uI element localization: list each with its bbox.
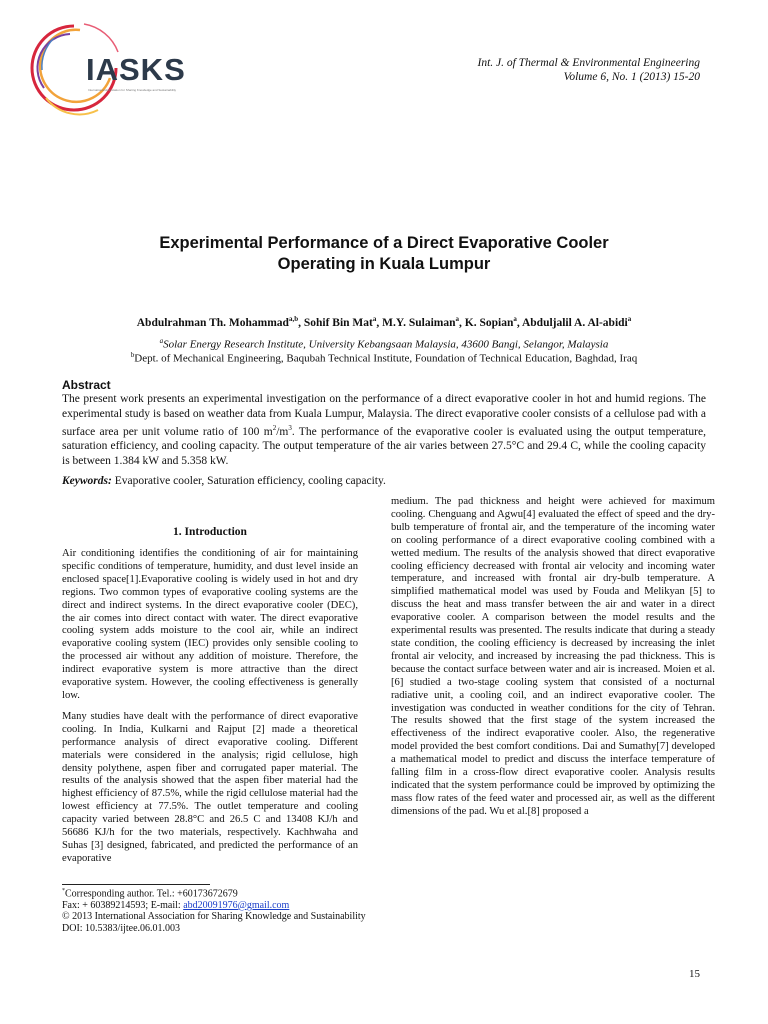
abstract-text: The present work presents an experimental investigation on the performance of a direct evaporative cooler in hot and humid regions. The experimental study is based on weather data from Kuala Lumpur, Malaysia. The direct evaporative cooler consists of a cellulose pad with a surface area per unit volume ratio of 100 m — [62, 393, 706, 438]
abstract-sup: 3 — [288, 424, 292, 432]
author-separator: , — [298, 316, 304, 329]
section-heading-introduction: 1. Introduction — [173, 526, 247, 538]
author-name: Sohif Bin Mat — [303, 316, 373, 329]
author-name: M.Y. Sulaiman — [382, 316, 456, 329]
footnote-contact — [62, 900, 366, 912]
affiliation-b — [0, 348, 768, 366]
footnote-fax: Fax: + 60389214593; E-mail: — [62, 899, 184, 911]
affil-text: Solar Energy Research Institute, University Kebangsaan Malaysia, 43600 Bangi, Selangor, Malaysia — [163, 338, 609, 351]
email-link[interactable]: abd20091976@gmail.com — [183, 899, 290, 911]
right-column-paragraph: medium. The pad thickness and height were achieved for maximum cooling. Chenguang and Agwu[4] evaluated the effect of speed and the dry-bulb temperature of frontal air, and the temperature of the incoming water on cooling performance of a direct evaporative cooling combined with a wetted medium. The results of the analysis showed that direct evaporative cooling efficiency decreased with frontal air velocity and incoming water temperature, and increased with frontal air dry-bulb temperature. A simplified mathematical model was used by Fouda and Melikyan [5] to discuss the heat and mass transfer between the air and water in a direct evaporative cooler. A comparison between the model results and the experimental results was presented. The results indicate that during a steady state condition, the cooling efficiency is decreased by increasing the inlet frontal air velocity, and increased by increasing the pad thickness. This is because the contact surface between water and air is increased. Moien et al.[6] studied a two-stage cooling system that consisted of a nocturnal radiative unit, a cooling coil, and an indirect evaporative cooler. The investigation was conducted in weather conditions for the city of Tehran. The results showed that the first stage of the system increased the effectiveness of the indirect evaporative cooler. Also, the regenerative model provided the best comfort conditions. Dai and Sumathy[7] developed a mathematical model to predict and discuss the interface temperature of falling film in a cross-flow direct evaporative cooler. Analysis results indicated that the system performance could be improved by optimizing the mass flow rates of the feed water and processed air, as well as the different dimensions of the pad. Wu et al.[8] proposed a — [391, 496, 715, 817]
keywords — [62, 475, 386, 487]
author-affil-mark: a — [455, 315, 460, 323]
abstract-text: /m — [276, 425, 289, 438]
author-affil-mark: a — [627, 315, 632, 323]
affil-text: Dept. of Mechanical Engineering, Baqubah Technical Institute, Foundation of Technical Education, Baghdad, Iraq — [134, 352, 638, 365]
title-line-1: Experimental Performance of a Direct Evaporative Cooler — [159, 234, 609, 252]
author-separator: , — [459, 316, 465, 329]
logo-subtext: International Association for Sharing Knowledge and Sustainability — [88, 88, 177, 92]
author-separator: , — [376, 316, 383, 329]
logo-text: IASKS — [86, 52, 186, 87]
keywords-text: Evaporative cooler, Saturation efficiency, cooling capacity. — [111, 475, 386, 487]
footnote-rule — [62, 884, 210, 885]
footnote-tel: Corresponding author. Tel.: +60173672679 — [65, 888, 238, 900]
journal-volume: Volume 6, No. 1 (2013) 15-20 — [563, 71, 700, 83]
title-line-2: Operating in Kuala Lumpur — [277, 255, 491, 273]
footnote-corresponding — [62, 886, 366, 900]
author-affil-mark: a — [513, 315, 517, 323]
author-separator: , — [516, 316, 522, 329]
footnote — [62, 886, 366, 934]
author-affil-mark: a,b — [288, 315, 299, 323]
footnote-marker: * — [62, 888, 65, 894]
abstract-body — [62, 392, 706, 468]
footnote-doi: DOI: 10.5383/ijtee.06.01.003 — [62, 922, 181, 934]
journal-name: Int. J. of Thermal & Environmental Engineering — [477, 57, 700, 69]
author-name: K. Sopian — [464, 316, 514, 329]
journal-header — [477, 56, 700, 84]
author-name: Abduljalil A. Al-abidi — [521, 316, 628, 329]
author-list — [0, 315, 768, 329]
iasks-logo — [24, 18, 186, 118]
footnote-copyright: © 2013 International Association for Sharing Knowledge and Sustainability — [62, 911, 366, 923]
author-name: Abdulrahman Th. Mohammad — [136, 316, 289, 329]
affil-mark: a — [159, 337, 164, 345]
affil-mark: b — [130, 351, 135, 359]
paper-title — [0, 233, 768, 275]
keywords-label: Keywords: — [62, 475, 112, 487]
abstract-text: . The performance of the evaporative cooler is evaluated using the output temperature, saturation efficiency, and cooling capacity. The output temperature of the air varies between 27.5°C and 29.4 C, while the cooling capacity is between 1.384 kW and 5.358 kW. — [62, 425, 706, 467]
right-column — [391, 496, 715, 827]
intro-paragraph-2: Many studies have dealt with the performance of direct evaporative cooling. In India, Kulkarni and Rajput [2] made a theoretical performance analysis of direct evaporative cooling. Different materials were considered in the analysis; rigid cellulose, high density polythene, aspen fiber and corrugated paper material. The results of the analysis showed that the aspen fiber material had the highest efficiency of 87.5%, while the rigid cellulose material had the lowest efficiency at 77.5%. The outlet temperature and cooling capacity varied between 28.8°C and 26.5 C and 13408 KJ/h and 56686 KJ/h for the two materials, respectively. Kachhwaha and Suhas [3] designed, fabricated, and predicted the performance of an evaporative — [62, 710, 358, 864]
author-affil-mark: a — [372, 315, 377, 323]
left-column — [62, 548, 358, 874]
abstract-heading: Abstract — [62, 378, 111, 392]
intro-paragraph-1: Air conditioning identifies the conditioning of air for maintaining specific conditions of temperature, humidity, and dust level inside an enclosed space[1].Evaporative cooling is widely used in hot and dry regions. Two common types of evaporative cooling systems are the direct and indirect systems. In the direct evaporative cooler (DEC), the air comes into direct contact with water. The direct evaporative cooling system adds moisture to the cool air, while an indirect evaporative cooling system (IEC) provides only sensible cooling to the processed air without any addition of moisture. Therefore, the indirect evaporative system is more attractive than the direct evaporative system. However, the cooling effectiveness is generally low. — [62, 548, 358, 701]
abstract-sup: 2 — [272, 424, 277, 432]
page-number: 15 — [689, 968, 700, 980]
